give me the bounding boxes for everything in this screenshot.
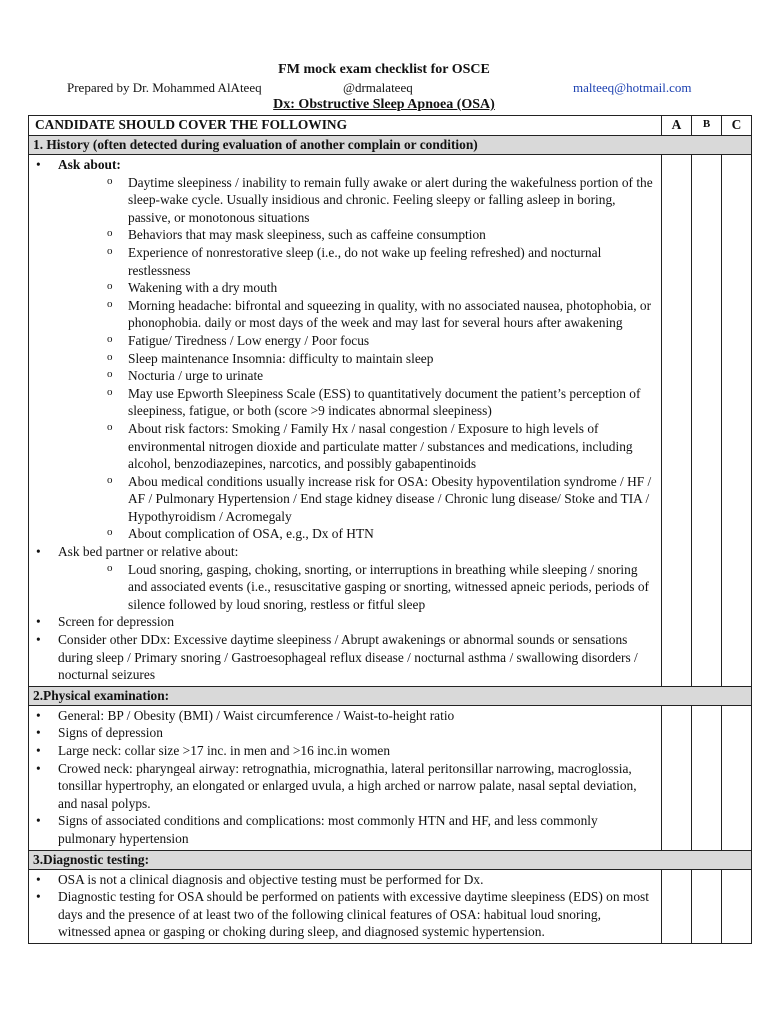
list-item bbox=[33, 812, 657, 847]
section-body-row bbox=[29, 155, 752, 687]
section-header-row bbox=[29, 850, 752, 869]
list-item-text: OSA is not a clinical diagnosis and objective testing must be performed for Dx. bbox=[58, 871, 484, 887]
prepared-by: Prepared by Dr. Mohammed AlAteeq bbox=[67, 80, 262, 95]
list-item bbox=[33, 871, 657, 889]
section-header-row bbox=[29, 136, 752, 155]
table-header-row bbox=[29, 116, 752, 136]
document-title: FM mock exam checklist for OSCE bbox=[278, 62, 490, 77]
score-cell-a[interactable] bbox=[662, 705, 692, 850]
section-title: 1. History (often detected during evaluation of another complain or condition) bbox=[29, 136, 752, 155]
sub-list-item: o Wakening with a dry mouth bbox=[103, 279, 657, 297]
score-cell-a[interactable] bbox=[662, 155, 692, 687]
list-item-text: Diagnostic testing for OSA should be performed on patients with excessive daytime sleepiness (EDS) on most days and the presence of at least two of the following clinical features of OSA: habitual loud snoring, witnessed apnea or gasping or choking during sleep, and diagnosed systemic hypertension. bbox=[58, 889, 649, 940]
checklist-table bbox=[28, 115, 752, 944]
author-email-link[interactable]: malteeq@hotmail.com bbox=[573, 80, 692, 95]
section-content bbox=[29, 705, 662, 850]
sub-list-item: o Nocturia / urge to urinate bbox=[103, 367, 657, 385]
section-body-row bbox=[29, 705, 752, 850]
score-cell-b[interactable] bbox=[692, 705, 722, 850]
bullet-list bbox=[33, 871, 657, 941]
sub-bullet-list bbox=[58, 561, 657, 614]
bullet-list bbox=[33, 156, 657, 684]
list-item bbox=[33, 724, 657, 742]
list-item bbox=[33, 613, 657, 631]
list-item bbox=[33, 543, 657, 613]
score-cell-c[interactable] bbox=[722, 155, 752, 687]
sub-list-item: o Abou medical conditions usually increase risk for OSA: Obesity hypoventilation syndrome / HF / AF / Pulmonary Hypertension / End stage kidney disease / Chronic lung disease/ Stoke and TIA / Hypothyroidism / Acromegaly bbox=[103, 473, 657, 526]
sub-list-item: o About risk factors: Smoking / Family Hx / nasal congestion / Exposure to high levels of environmental nitrogen dioxide and particulate matter / substances and medications, including alcohol, benzodiazepines, narcotics, and possibly gabapentinoids bbox=[103, 420, 657, 473]
score-cell-a[interactable] bbox=[662, 869, 692, 943]
diagnosis-heading: Dx: Obstructive Sleep Apnoea (OSA) bbox=[273, 97, 495, 112]
section-body-row bbox=[29, 869, 752, 943]
sub-list-item: o About complication of OSA, e.g., Dx of HTN bbox=[103, 525, 657, 543]
col-header-c: C bbox=[722, 116, 752, 136]
list-item bbox=[33, 156, 657, 543]
section-content bbox=[29, 155, 662, 687]
score-cell-c[interactable] bbox=[722, 869, 752, 943]
col-header-a: A bbox=[662, 116, 692, 136]
sub-bullet-list bbox=[58, 174, 657, 543]
score-cell-b[interactable] bbox=[692, 869, 722, 943]
list-item-text: Consider other DDx: Excessive daytime sleepiness / Abrupt awakenings or abnormal sounds or sensations during sleep / Primary snoring / Gastroesophageal reflux disease / nocturnal asthma / swallowing disorders / nocturnal seizures bbox=[58, 632, 638, 683]
list-item-text: Screen for depression bbox=[58, 614, 175, 630]
list-item-text: Signs of associated conditions and complications: most commonly HTN and HF, and less commonly pulmonary hypertension bbox=[58, 813, 598, 846]
section-title: 3.Diagnostic testing: bbox=[29, 850, 752, 869]
section-header-row bbox=[29, 686, 752, 705]
list-item bbox=[33, 888, 657, 941]
sub-list-item: o Daytime sleepiness / inability to remain fully awake or alert during the wakefulness portion of the sleep-wake cycle. Usually insidious and chronic. Feeling sleepy or falling asleep in boring, passive, or monotonous situations bbox=[103, 174, 657, 227]
list-item bbox=[33, 760, 657, 813]
score-cell-c[interactable] bbox=[722, 705, 752, 850]
sub-list-item: o Behaviors that may mask sleepiness, such as caffeine consumption bbox=[103, 226, 657, 244]
sub-list-item: o Experience of nonrestorative sleep (i.e., do not wake up feeling refreshed) and nocturnal restlessness bbox=[103, 244, 657, 279]
sub-list-item: o Fatigue/ Tiredness / Low energy / Poor focus bbox=[103, 332, 657, 350]
list-item-text: Crowed neck: pharyngeal airway: retrognathia, micrognathia, lateral peritonsillar narrowing, macroglossia, tonsillar hypertrophy, an elongated or enlarged uvula, a high arched or narrow palate, nasal septal deviation, and nasal polyps. bbox=[58, 760, 637, 811]
author-handle: @drmalateeq bbox=[343, 80, 413, 95]
section-title: 2.Physical examination: bbox=[29, 686, 752, 705]
list-item bbox=[33, 631, 657, 684]
list-item-text: Ask about: bbox=[58, 157, 121, 172]
header-label: CANDIDATE SHOULD COVER THE FOLLOWING bbox=[29, 116, 662, 136]
list-item-text: Ask bed partner or relative about: bbox=[58, 544, 239, 560]
sub-list-item: o Morning headache: bifrontal and squeezing in quality, with no associated nausea, photophobia, or phonophobia. daily or most days of the week and may last for several hours after awakening bbox=[103, 297, 657, 332]
list-item bbox=[33, 707, 657, 725]
bullet-list bbox=[33, 707, 657, 848]
section-content bbox=[29, 869, 662, 943]
col-header-b: B bbox=[692, 116, 722, 136]
list-item-text: Signs of depression bbox=[58, 725, 163, 741]
list-item-text: Large neck: collar size >17 inc. in men and >16 inc.in women bbox=[58, 743, 391, 758]
sub-list-item: o Sleep maintenance Insomnia: difficulty to maintain sleep bbox=[103, 350, 657, 368]
sub-list-item: o May use Epworth Sleepiness Scale (ESS) to quantitatively document the patient’s perception of sleepiness, fatigue, or both (score >9 indicates abnormal sleepiness) bbox=[103, 385, 657, 420]
list-item-text: General: BP / Obesity (BMI) / Waist circumference / Waist-to-height ratio bbox=[58, 707, 455, 723]
sub-list-item: o Loud snoring, gasping, choking, snorting, or interruptions in breathing while sleeping / snoring and associated events (i.e., resuscitative gasping or snorting, witnessed apneic periods, periods of silence followed by loud snoring, restless or fitful sleep bbox=[103, 561, 657, 614]
score-cell-b[interactable] bbox=[692, 155, 722, 687]
list-item bbox=[33, 742, 657, 760]
